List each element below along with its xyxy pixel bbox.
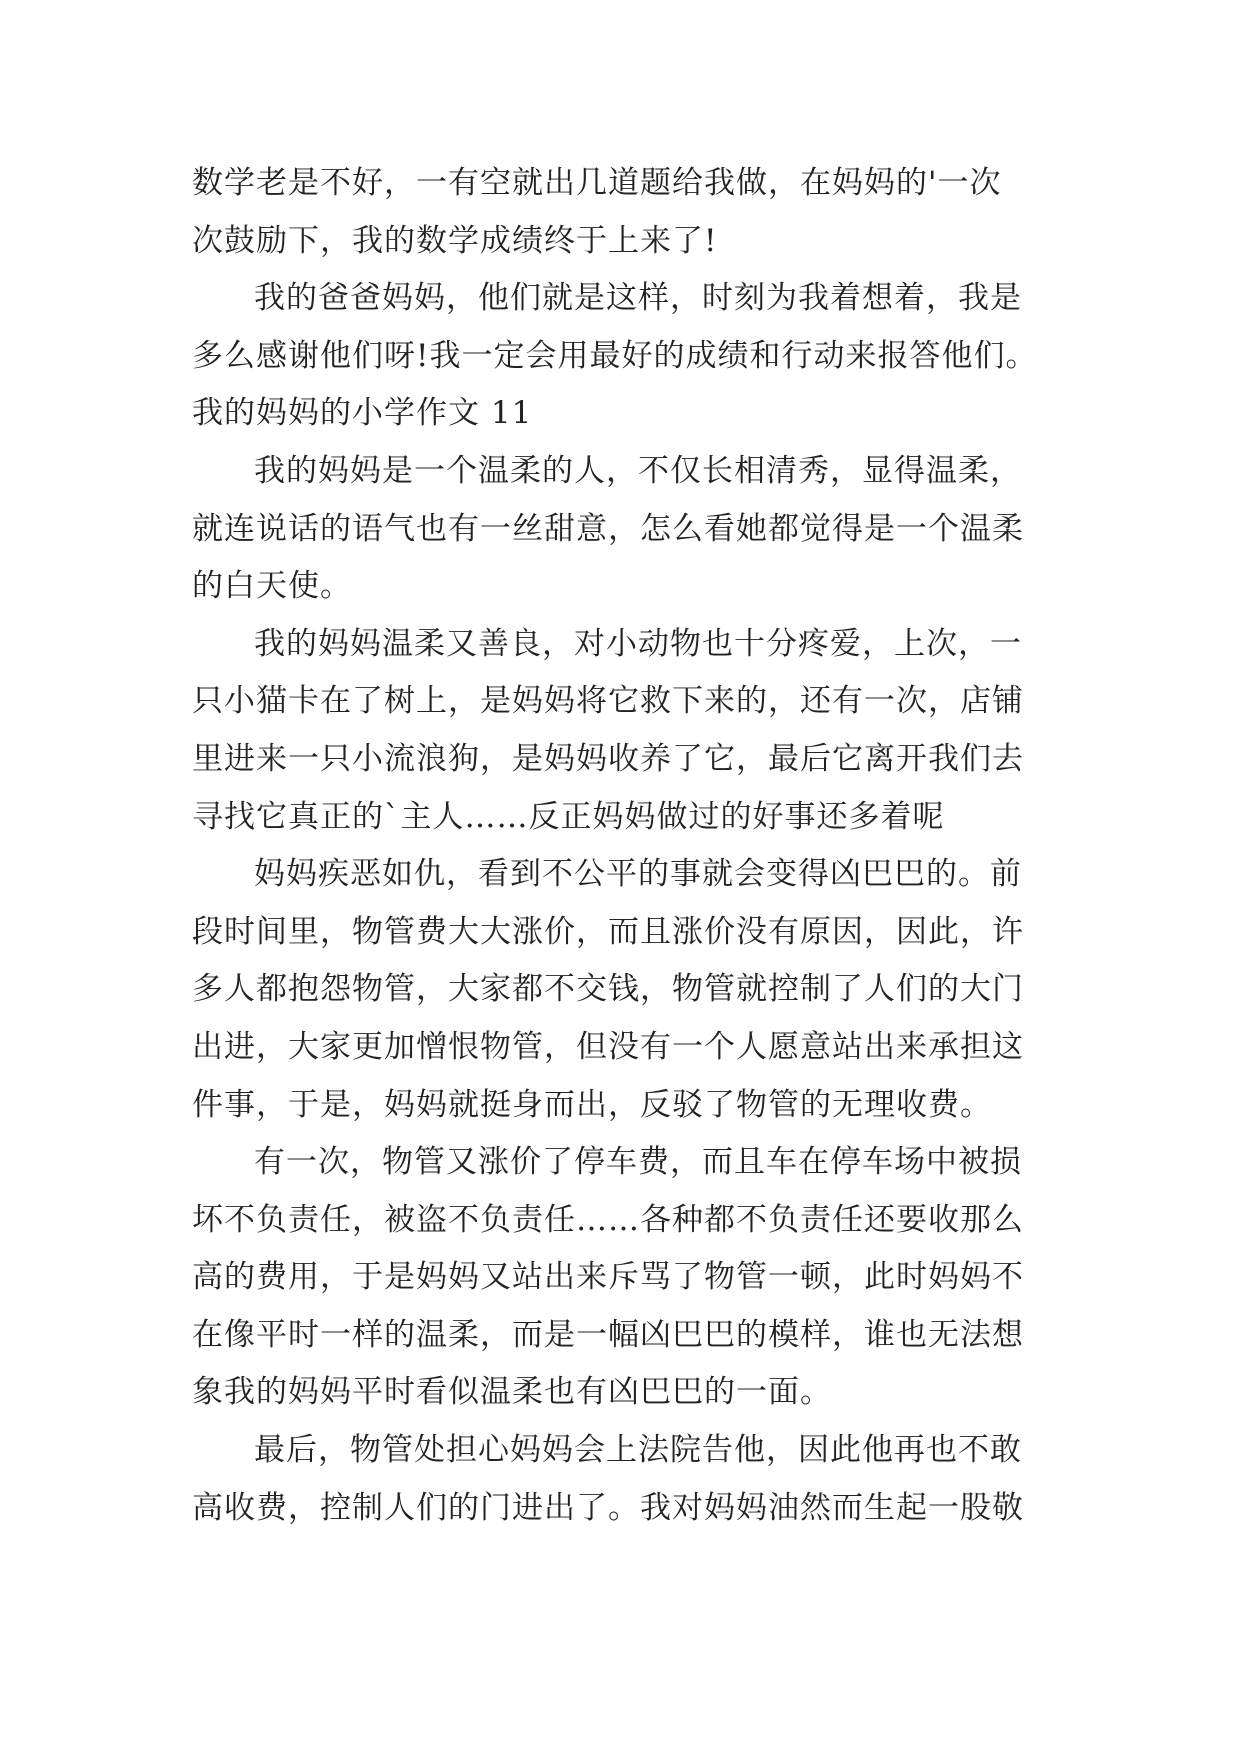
text-line: 多么感谢他们呀!我一定会用最好的成绩和行动来报答他们。 (192, 337, 1038, 374)
text-line: 妈妈疾恶如仇，看到不公平的事就会变得凶巴巴的。前 (254, 856, 1022, 893)
text-line: 象我的妈妈平时看似温柔也有凶巴巴的一面。 (192, 1374, 832, 1411)
text-line: 我的爸爸妈妈，他们就是这样，时刻为我着想着，我是 (254, 280, 1022, 317)
text-line: 在像平时一样的温柔，而是一幅凶巴巴的模样，谁也无法想 (192, 1316, 1024, 1353)
text-line: 数学老是不好，一有空就出几道题给我做，在妈妈的'一次 (192, 165, 1002, 201)
text-line: 多人都抱怨物管，大家都不交钱，物管就控制了人们的大门 (192, 971, 1024, 1008)
section-heading: 我的妈妈的小学作文 11 (192, 395, 533, 432)
text-line: 出进，大家更加憎恨物管，但没有一个人愿意站出来承担这 (192, 1028, 1024, 1065)
text-line: 只小猫卡在了树上，是妈妈将它救下来的，还有一次，店铺 (192, 683, 1024, 720)
essay-text (192, 155, 1072, 1537)
text-line: 件事，于是，妈妈就挺身而出，反驳了物管的无理收费。 (192, 1086, 992, 1123)
text-line: 我的妈妈是一个温柔的人，不仅长相清秀，显得温柔， (254, 452, 1022, 489)
text-line: 高的费用，于是妈妈又站出来斥骂了物管一顿，此时妈妈不 (192, 1259, 1024, 1296)
text-line: 段时间里，物管费大大涨价，而且涨价没有原因，因此，许 (192, 913, 1024, 950)
text-line: 寻找它真正的`主人……反正妈妈做过的好事还多着呢 (192, 798, 945, 835)
text-line: 高收费，控制人们的门进出了。我对妈妈油然而生起一股敬 (192, 1489, 1024, 1526)
text-line: 最后，物管处担心妈妈会上法院告他，因此他再也不敢 (254, 1432, 1022, 1469)
text-line: 的白天使。 (192, 568, 352, 605)
text-line: 坏不负责任，被盗不负责任……各种都不负责任还要收那么 (192, 1201, 1024, 1238)
text-line: 次鼓励下，我的数学成绩终于上来了! (192, 222, 718, 259)
text-line: 就连说话的语气也有一丝甜意，怎么看她都觉得是一个温柔 (192, 510, 1024, 547)
text-line: 里进来一只小流浪狗，是妈妈收养了它，最后它离开我们去 (192, 740, 1024, 777)
text-line: 有一次，物管又涨价了停车费，而且车在停车场中被损 (254, 1144, 1022, 1181)
text-line: 我的妈妈温柔又善良，对小动物也十分疼爱，上次，一 (254, 625, 1022, 662)
